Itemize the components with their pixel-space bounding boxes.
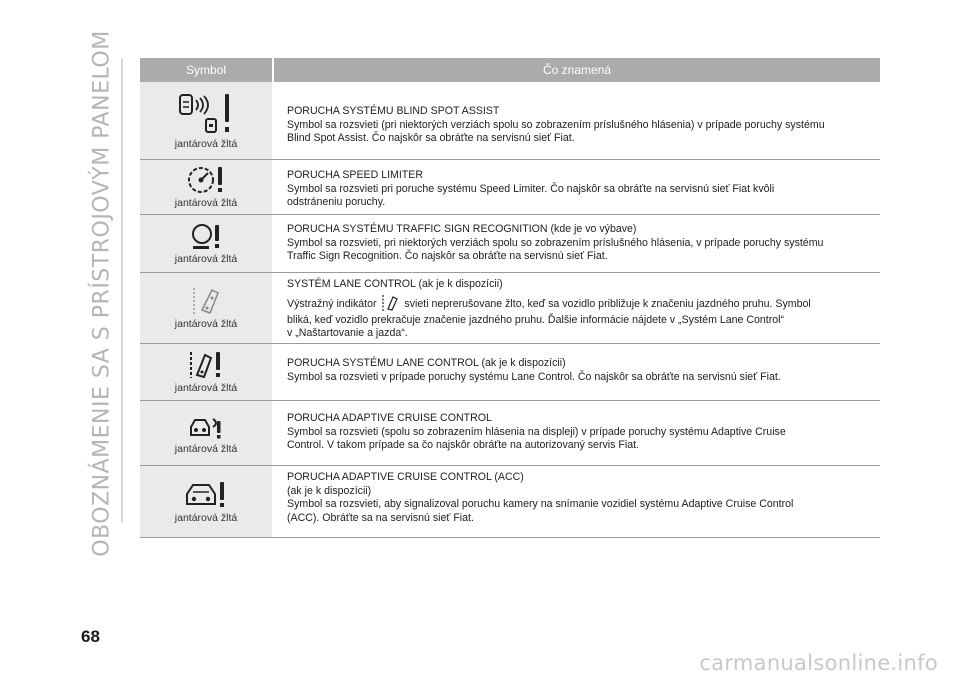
row-text: Blind Spot Assist. Čo najskôr sa obráťte na servisnú sieť Fiat. — [287, 132, 575, 145]
symbol-cell — [140, 273, 272, 343]
row-title: SYSTÉM LANE CONTROL (ak je k dispozícii) — [287, 278, 503, 290]
header-meaning: Čo znamená — [274, 58, 880, 82]
row-text-pre: Výstražný indikátor — [287, 297, 377, 310]
row-text: Symbol sa rozsvieti (spolu so zobrazením hlásenia na displeji) v prípade poruchy systému Adaptive Cruise — [287, 425, 786, 438]
row-text: bliká, keď vozidlo prekračuje značenie jazdného pruhu. Ďalšie informácie nájdete v „Systém Lane Control“ — [287, 313, 785, 326]
color-label: jantárová žltá — [174, 137, 238, 150]
row-title: PORUCHA SPEED LIMITER — [287, 169, 423, 181]
color-label: jantárová žltá — [174, 382, 238, 394]
table-row — [140, 273, 880, 344]
page-number: 68 — [81, 627, 100, 646]
row-text: Control. V takom prípade sa čo najskôr obráťte na autorizovaný servis Fiat. — [287, 439, 639, 452]
row-text: (ak je k dispozícii) — [287, 484, 372, 497]
blind-spot-warning-icon — [176, 92, 236, 136]
meaning-cell — [274, 160, 880, 214]
row-text — [287, 294, 880, 312]
symbol-table — [140, 58, 880, 538]
row-title: PORUCHA ADAPTIVE CRUISE CONTROL — [287, 412, 492, 424]
color-label: jantárová žltá — [174, 197, 238, 209]
meaning-cell — [274, 273, 880, 343]
row-text: Traffic Sign Recognition. Čo najskôr sa obráťte na servisnú sieť Fiat. — [287, 250, 608, 263]
row-text: Symbol sa rozsvieti (pri niektorých verziách spolu so zobrazením príslušného hlásenia) v prípade poruchy systému — [287, 118, 825, 131]
row-text: Symbol sa rozsvieti, pri niektorých verziách spolu so zobrazením príslušného hlásenia, v prípade poruchy systému — [287, 236, 824, 249]
symbol-cell — [140, 344, 272, 400]
meaning-cell — [274, 401, 880, 465]
symbol-cell — [140, 160, 272, 214]
row-title: PORUCHA SYSTÉMU LANE CONTROL (ak je k dispozícii) — [287, 357, 566, 369]
meaning-cell — [274, 82, 880, 159]
meaning-cell — [274, 344, 880, 400]
footer-watermark: carmanualsonline.info — [699, 651, 938, 675]
symbol-cell — [140, 82, 272, 159]
symbol-cell — [140, 215, 272, 272]
color-label: jantárová žltá — [174, 443, 238, 455]
acc-camera-fault-icon — [184, 480, 228, 510]
table-row — [140, 215, 880, 273]
row-text: v „Naštartovanie a jazda“. — [287, 327, 408, 340]
lane-control-inline-icon — [381, 294, 399, 312]
row-text: (ACC). Obráťte sa na servisnú sieť Fiat. — [287, 511, 474, 524]
table-row — [140, 401, 880, 466]
table-header — [140, 58, 880, 82]
meaning-cell — [274, 466, 880, 537]
row-text: Symbol sa rozsvieti v prípade poruchy systému Lane Control. Čo najskôr sa obráťte na servisnú sieť Fiat. — [287, 370, 781, 383]
lane-control-fault-icon — [187, 350, 225, 380]
row-text-post: svieti neprerušovane žlto, keď sa vozidlo približuje k značeniu jazdného pruhu. Symbol — [404, 297, 811, 310]
table-row — [140, 82, 880, 160]
row-text: Symbol sa rozsvieti, aby signalizoval poruchu kamery na snímanie vozidiel systému Adaptive Cruise Control — [287, 498, 794, 511]
color-label: jantárová žltá — [174, 252, 238, 265]
row-text: odstráneniu poruchy. — [287, 196, 386, 209]
table-row — [140, 466, 880, 538]
row-text: Symbol sa rozsvieti pri poruche systému Speed Limiter. Čo najskôr sa obráťte na servisnú sieť Fiat kvôli — [287, 182, 775, 195]
row-title: PORUCHA SYSTÉMU BLIND SPOT ASSIST — [287, 105, 500, 117]
row-title: PORUCHA ADAPTIVE CRUISE CONTROL (ACC) — [287, 471, 524, 483]
side-divider — [121, 58, 123, 523]
color-label: jantárová žltá — [174, 318, 238, 330]
table-row — [140, 160, 880, 215]
symbol-cell — [140, 466, 272, 537]
lane-control-icon — [190, 286, 222, 316]
row-title: PORUCHA SYSTÉMU TRAFFIC SIGN RECOGNITION (kde je vo výbave) — [287, 223, 637, 235]
side-chapter-title: OBOZNÁMENIE SA S PRÍSTROJOVÝM PANELOM — [89, 29, 115, 557]
traffic-sign-fault-icon — [191, 223, 221, 251]
symbol-cell — [140, 401, 272, 465]
speed-limiter-fault-icon — [184, 165, 228, 195]
table-row — [140, 344, 880, 401]
adaptive-cruise-fault-icon — [187, 411, 225, 441]
color-label: jantárová žltá — [174, 511, 238, 524]
header-symbol: Symbol — [140, 58, 272, 82]
meaning-cell — [274, 215, 880, 272]
